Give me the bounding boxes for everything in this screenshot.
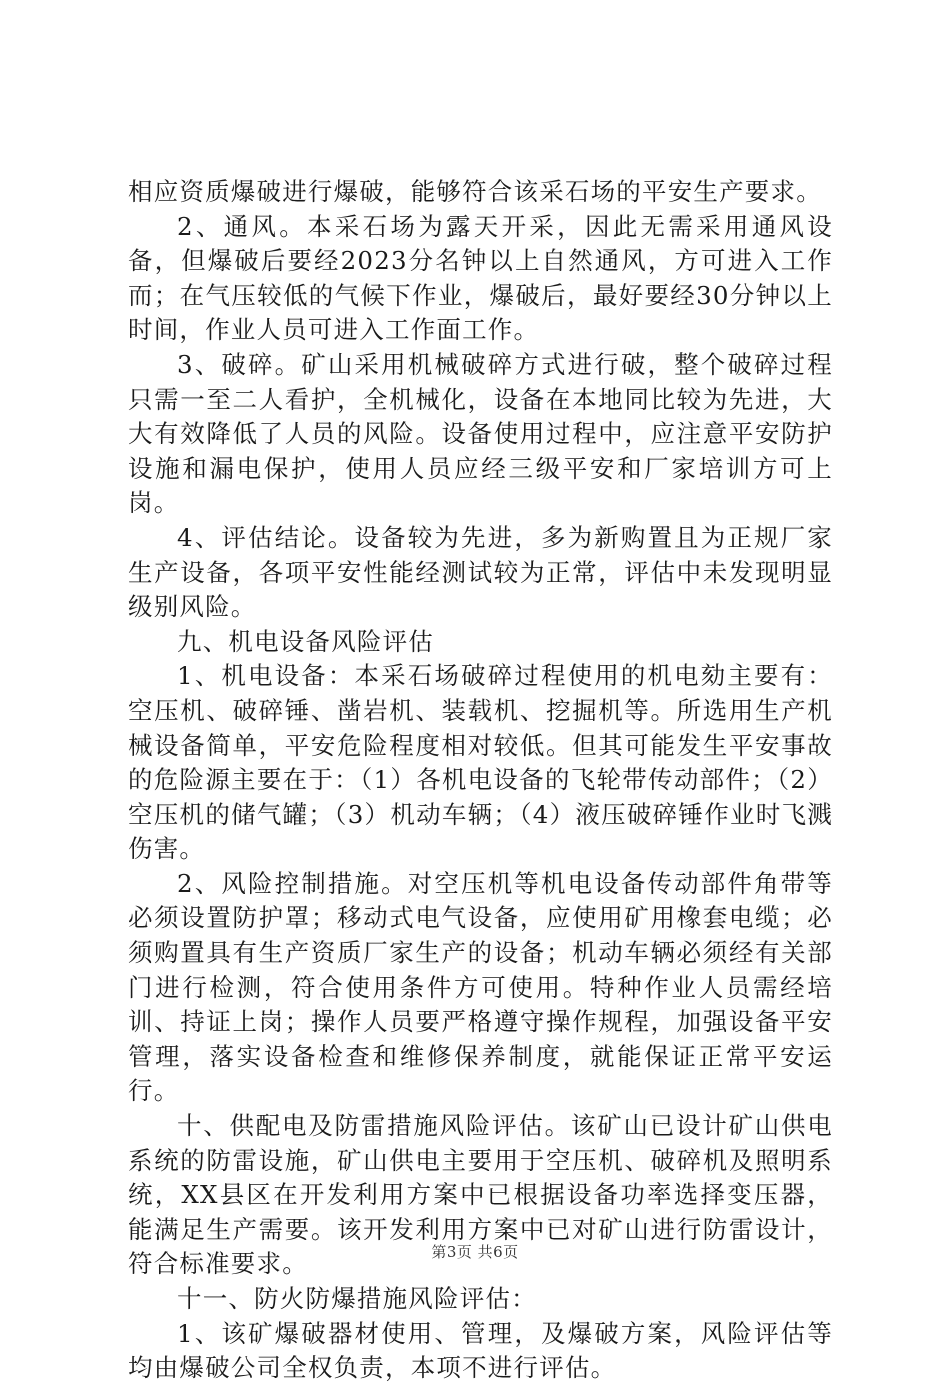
section-heading-11: 十一、防火防爆措施风险评估： [177,1284,537,1313]
paragraph-3: 3、破碎。矿山采用机械破碎方式进行破，整个破碎过程只需一至二人看护，全机械化，设备在本地同比较为先进，大大有效降低了人员的风险。设备使用过程中，应注意平安防护设施和漏电保护，使用人员应经三级平安和厂家培训方可上岗。 [128,349,833,518]
paragraph-6: 1、机电设备：本采石场破碎过程使用的机电劾主要有：空压机、破碎锤、凿岩机、装载机、挖掘机等。所选用生产机械设备简单，平安危险程度相对较低。但其可能发生平安事故的危险源主要在于：（1）各机电设备的飞轮带传动部件；（2）空压机的储气罐；（3）机动车辆；（4）液压破碎锤作业时飞溅伤害。 [128,661,833,864]
paragraph-7: 2、风险控制措施。对空压机等机电设备传动部件角带等必须设置防护罩；移动式电气设备，应使用矿用橡套电缆；必须购置具有生产资质厂家生产的设备；机动车辆必须经有关部门进行检测，符合使用条件方可使用。特种作业人员需经培训、持证上岗；操作人员要严格遵守操作规程，加强设备平安管理，落实设备检查和维修保养制度，就能保证正常平安运行。 [128,868,833,1106]
paragraph-4: 4、评估结论。设备较为先进，多为新购置且为正规厂家生产设备，各项平安性能经测试较为正常，评估中未发现明显级别风险。 [128,522,833,622]
paragraph-10: 1、该矿爆破器材使用、管理，及爆破方案，风险评估等均由爆破公司全权负责，本项不进行评估。 [128,1318,833,1383]
paragraph-2: 2、通风。本采石场为露天开采，因此无需采用通风设备，但爆破后要经2023分名钟以上自然通风，方可进入工作而；在气压较低的气候下作业，爆破后，最好要经30分钟以上时间，作业人员可进入工作面工作。 [128,211,833,345]
page-number-footer: 第3页 共6页 [431,1243,519,1261]
document-body [128,175,833,1386]
paragraph-1: 相应资质爆破进行爆破，能够符合该采石场的平安生产要求。 [128,177,822,206]
section-heading-9: 九、机电设备风险评估 [177,626,434,656]
paragraph-8: 十、供配电及防雷措施风险评估。该矿山已设计矿山供电系统的防雷设施，矿山供电主要用于空压机、破碎机及照明系统，XX县区在开发利用方案中已根据设备功率选择变压器，能满足生产需要。该开发利用方案中已对矿山进行防雷设计，符合标准要求。 [128,1111,833,1279]
